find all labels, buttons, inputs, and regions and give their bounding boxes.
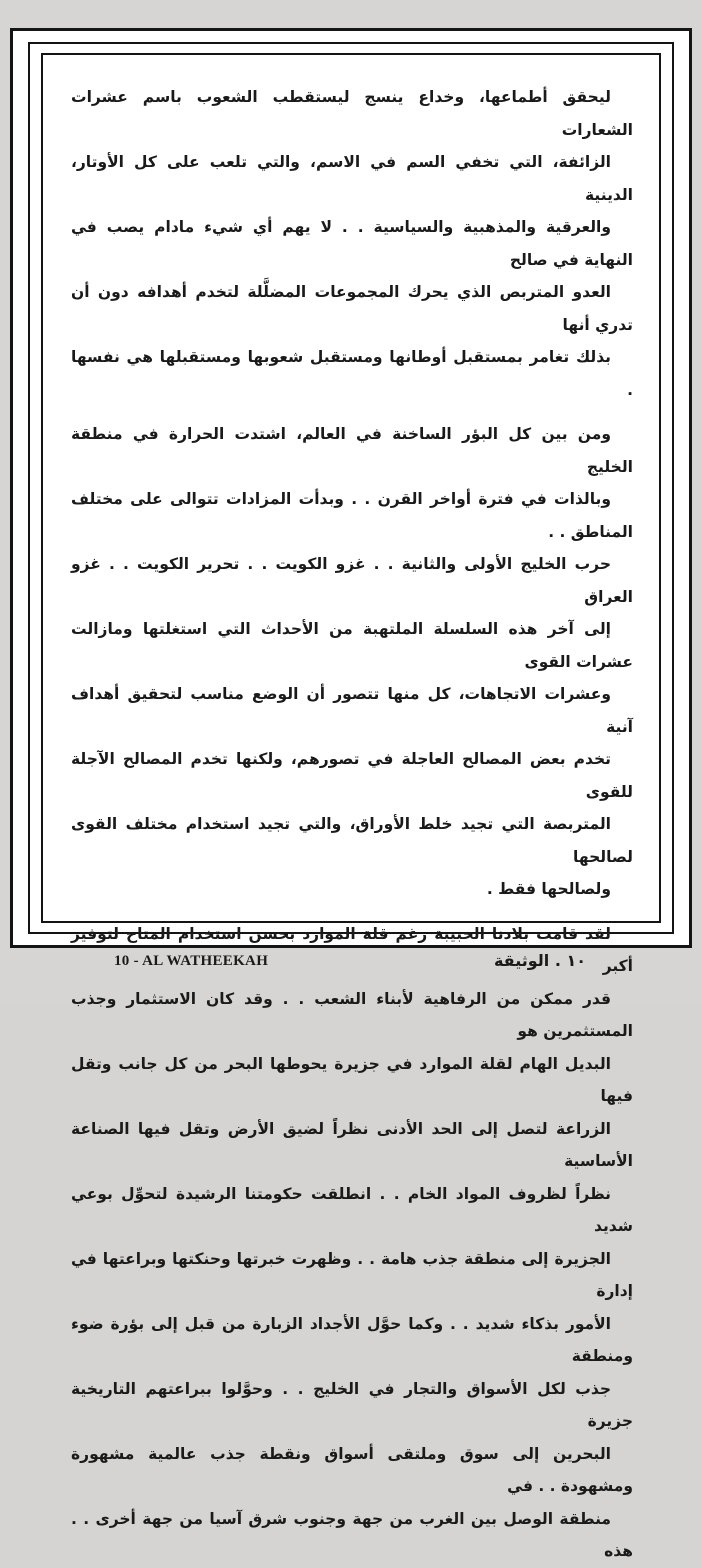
text-line: جذب لكل الأسواق والتجار في الخليج . . وحوَّلوا ببراعتهم التاريخية جزيرة (71, 1379, 633, 1430)
page-number-latin: 10 - AL WATHEEKAH (114, 953, 269, 969)
paragraph-1 (71, 81, 633, 406)
text-line: وعشرات الاتجاهات، كل منها تتصور أن الوضع مناسب لتحقيق أهداف آنية (71, 685, 633, 736)
text-line: تخدم بعض المصالح العاجلة في تصورهم، ولكنها تخدم المصالح الآجلة للقوى (71, 750, 633, 801)
text-line: إلى آخر هذه السلسلة الملتهبة من الأحداث التي استغلتها ومازالت عشرات القوى (71, 620, 633, 671)
text-line: المتربصة التي تجيد خلط الأوراق، والتي تجيد استخدام مختلف القوى لصالحها (71, 815, 633, 866)
text-line: ومن بين كل البؤر الساخنة في العالم، اشتدت الحرارة في منطقة الخليج (71, 425, 633, 476)
paragraph-2 (71, 418, 633, 906)
paragraph-3 (71, 918, 633, 1568)
text-line: الزراعة لتصل إلى الحد الأدنى نظراً لضيق الأرض وتقل فيها الصناعة الأساسية (71, 1119, 633, 1170)
text-line: البديل الهام لقلة الموارد في جزيرة يحوطها البحر من كل جانب وتقل فيها (71, 1054, 633, 1105)
text-line: ولصالحها فقط . (486, 880, 611, 898)
text-line: حرب الخليج الأولى والثانية . . غزو الكويت . . تحرير الكويت . . غزو العراق (71, 555, 633, 606)
text-line: العدو المتربص الذي يحرك المجموعات المضلَّلة لتخدم أهدافه دون أن تدري أنها (71, 283, 633, 334)
text-line: بذلك تغامر بمستقبل أوطانها ومستقبل شعوبها ومستقبلها هي نفسها . (71, 348, 633, 399)
text-line: والعرقية والمذهبية والسياسية . . لا يهم أي شيء مادام يصب في النهاية في صالح (71, 218, 633, 269)
text-line: لقد قامت بلادنا الحبيبة رغم قلة الموارد بحسن استخدام المتاح لتوفير أكبر (71, 924, 633, 975)
page-footer (0, 951, 702, 981)
text-line: نظراً لظروف المواد الخام . . انطلقت حكومتنا الرشيدة لتحوِّل بوعي شديد (71, 1184, 633, 1235)
page-number-arabic: ١٠ . الوثيقة (493, 951, 586, 970)
text-line: البحرين إلى سوق وملتقى أسواق ونقطة جذب عالمية مشهورة ومشهودة . . في (71, 1444, 633, 1495)
text-line: ليحقق أطماعها، وخداع ينسج ليستقطب الشعوب باسم عشرات الشعارات (71, 88, 633, 139)
text-line: الأمور بذكاء شديد . . وكما حوَّل الأجداد الزبارة من قبل إلى بؤرة ضوء ومنطقة (71, 1314, 633, 1365)
text-line: وبالذات في فترة أواخر القرن . . وبدأت المزادات تتوالى على مختلف المناطق . . (71, 490, 633, 541)
text-line: منطقة الوصل بين الغرب من جهة وجنوب شرق آسيا من جهة أخرى . . هذه (71, 1509, 633, 1560)
text-line: قدر ممكن من الرفاهية لأبناء الشعب . . وقد كان الاستثمار وجذب المستثمرين هو (71, 989, 633, 1040)
text-line: الزائفة، التي تخفي السم في الاسم، والتي تلعب على كل الأوتار، الدينية (71, 153, 633, 204)
text-line: الجزيرة إلى منطقة جذب هامة . . وظهرت خبرتها وحنكتها وبراعتها في إدارة (71, 1249, 633, 1300)
